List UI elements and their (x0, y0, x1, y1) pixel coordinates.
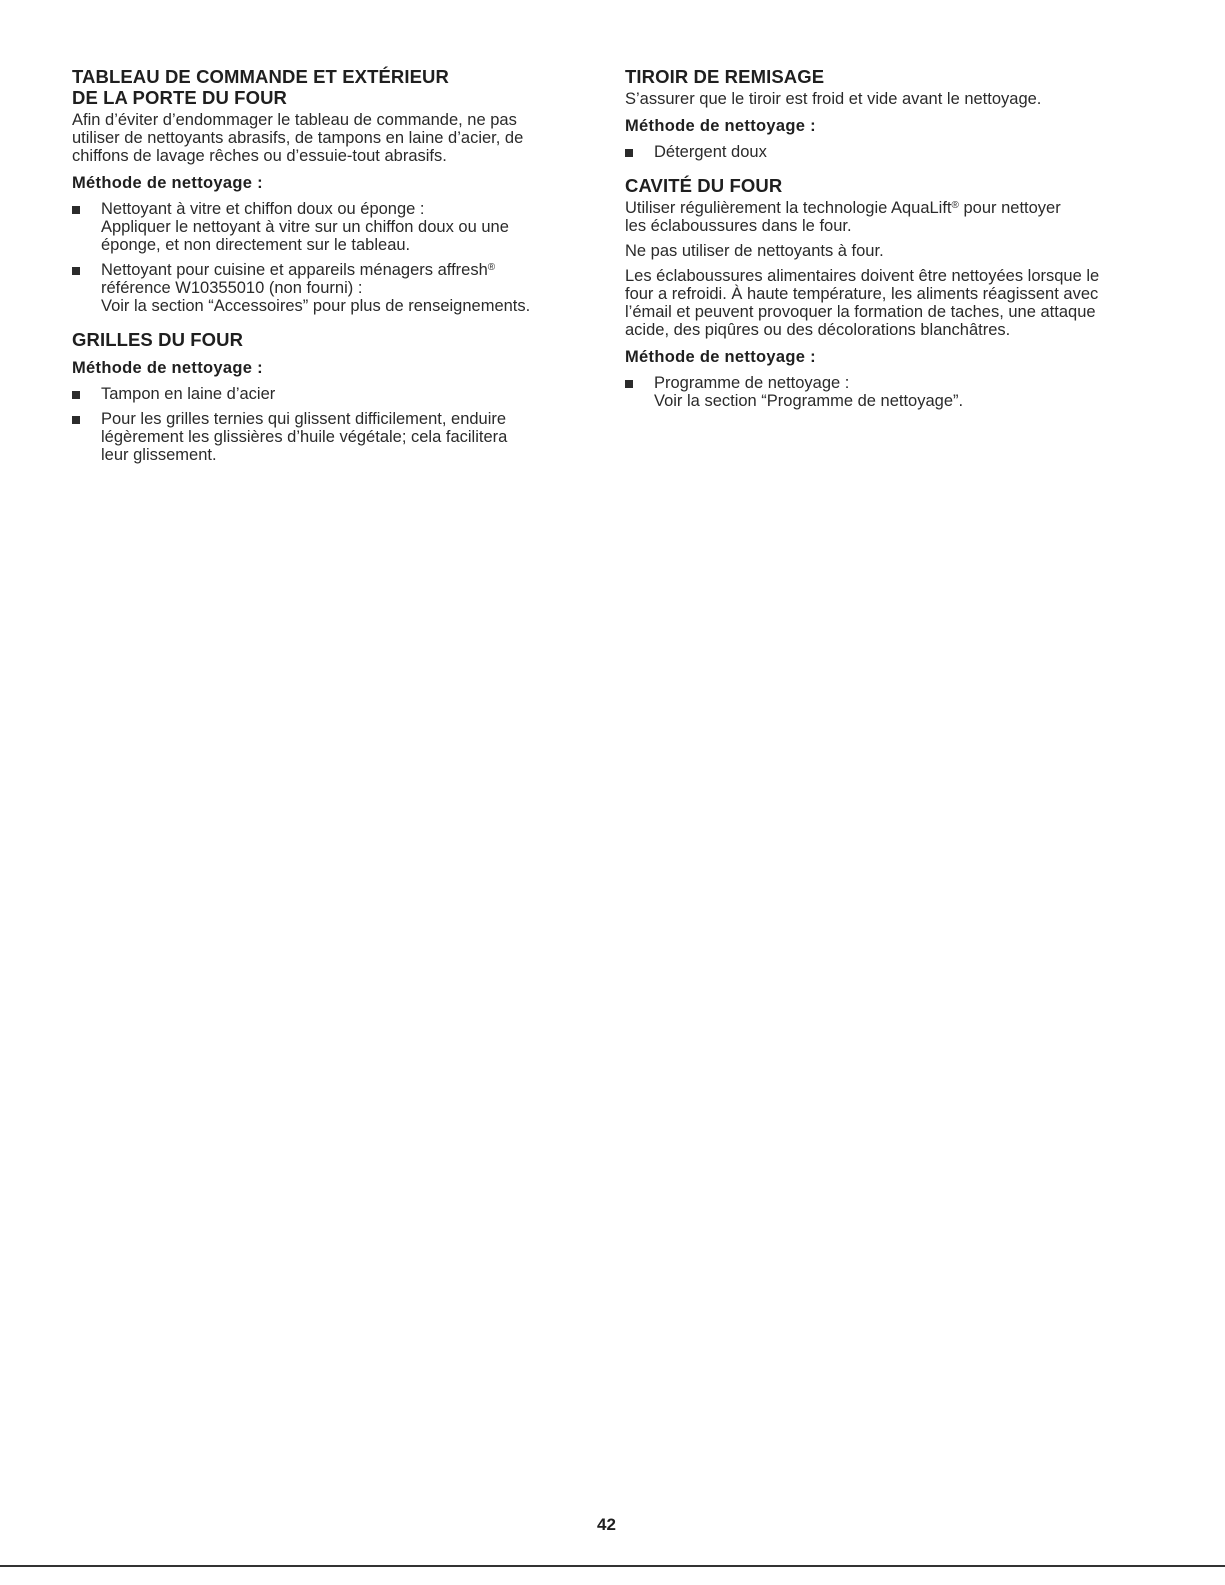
section-control-panel (72, 66, 572, 315)
left-column (72, 66, 572, 464)
square-bullet-icon (72, 206, 80, 214)
cleaning-method-list (625, 143, 1150, 161)
oven-cavity-paragraph-2: Ne pas utiliser de nettoyants à four. (625, 242, 884, 260)
section-title-oven-racks: GRILLES DU FOUR (72, 329, 244, 350)
cleaning-method-list (625, 374, 1150, 410)
oven-cavity-paragraph-1: Utiliser régulièrement la technologie AquaLift® pour nettoyer les éclaboussures dans le four. (625, 199, 1061, 235)
square-bullet-icon (72, 267, 80, 275)
registered-mark: ® (951, 200, 959, 211)
square-bullet-icon (625, 380, 633, 388)
cleaning-method-list (72, 385, 572, 464)
cleaning-method-label: Méthode de nettoyage : (72, 174, 263, 192)
oven-cavity-paragraph-3: Les éclaboussures alimentaires doivent être nettoyées lorsque le four a refroidi. À haute température, les aliments réagissent avec l’émail et peuvent provoquer la formation de taches, une attaque acide, des piqûres ou des décolorations blanchâtres. (625, 267, 1100, 339)
square-bullet-icon (72, 416, 80, 424)
section-oven-cavity (625, 175, 1150, 410)
bottom-rule (0, 1565, 1225, 1567)
list-item: Détergent doux (625, 143, 1150, 161)
control-panel-intro: Afin d’éviter d’endommager le tableau de commande, ne pas utiliser de nettoyants abrasifs, de tampons en laine d’acier, de chiffons de lavage rêches ou d’essuie-tout abrasifs. (72, 111, 524, 165)
section-storage-drawer (625, 66, 1150, 161)
square-bullet-icon (625, 149, 633, 157)
square-bullet-icon (72, 391, 80, 399)
list-item: Nettoyant à vitre et chiffon doux ou éponge : Appliquer le nettoyant à vitre sur un chiffon doux ou une éponge, et non directement sur le tableau. (72, 200, 572, 254)
registered-mark: ® (487, 262, 496, 273)
section-title-oven-cavity: CAVITÉ DU FOUR (625, 175, 783, 196)
section-title-storage-drawer: TIROIR DE REMISAGE (625, 66, 825, 87)
list-item: Programme de nettoyage : Voir la section “Programme de nettoyage”. (625, 374, 1150, 410)
list-item: Nettoyant pour cuisine et appareils ménagers affresh® référence W10355010 (non fourni) : Voir la section “Accessoires” pour plus de renseignements. (72, 261, 572, 315)
storage-drawer-intro: S’assurer que le tiroir est froid et vide avant le nettoyage. (625, 90, 1042, 108)
page-number: 42 (597, 1515, 616, 1534)
cleaning-method-label: Méthode de nettoyage : (625, 117, 816, 135)
cleaning-method-label: Méthode de nettoyage : (72, 359, 263, 377)
section-oven-racks (72, 329, 572, 464)
right-column (625, 66, 1150, 410)
list-item: Pour les grilles ternies qui glissent difficilement, enduire légèrement les glissières d’huile végétale; cela facilitera leur glissement. (72, 410, 572, 464)
section-title-control-panel: TABLEAU DE COMMANDE ET EXTÉRIEUR DE LA PORTE DU FOUR (72, 66, 449, 108)
cleaning-method-label: Méthode de nettoyage : (625, 348, 816, 366)
cleaning-method-list (72, 200, 572, 315)
list-item: Tampon en laine d’acier (72, 385, 572, 403)
